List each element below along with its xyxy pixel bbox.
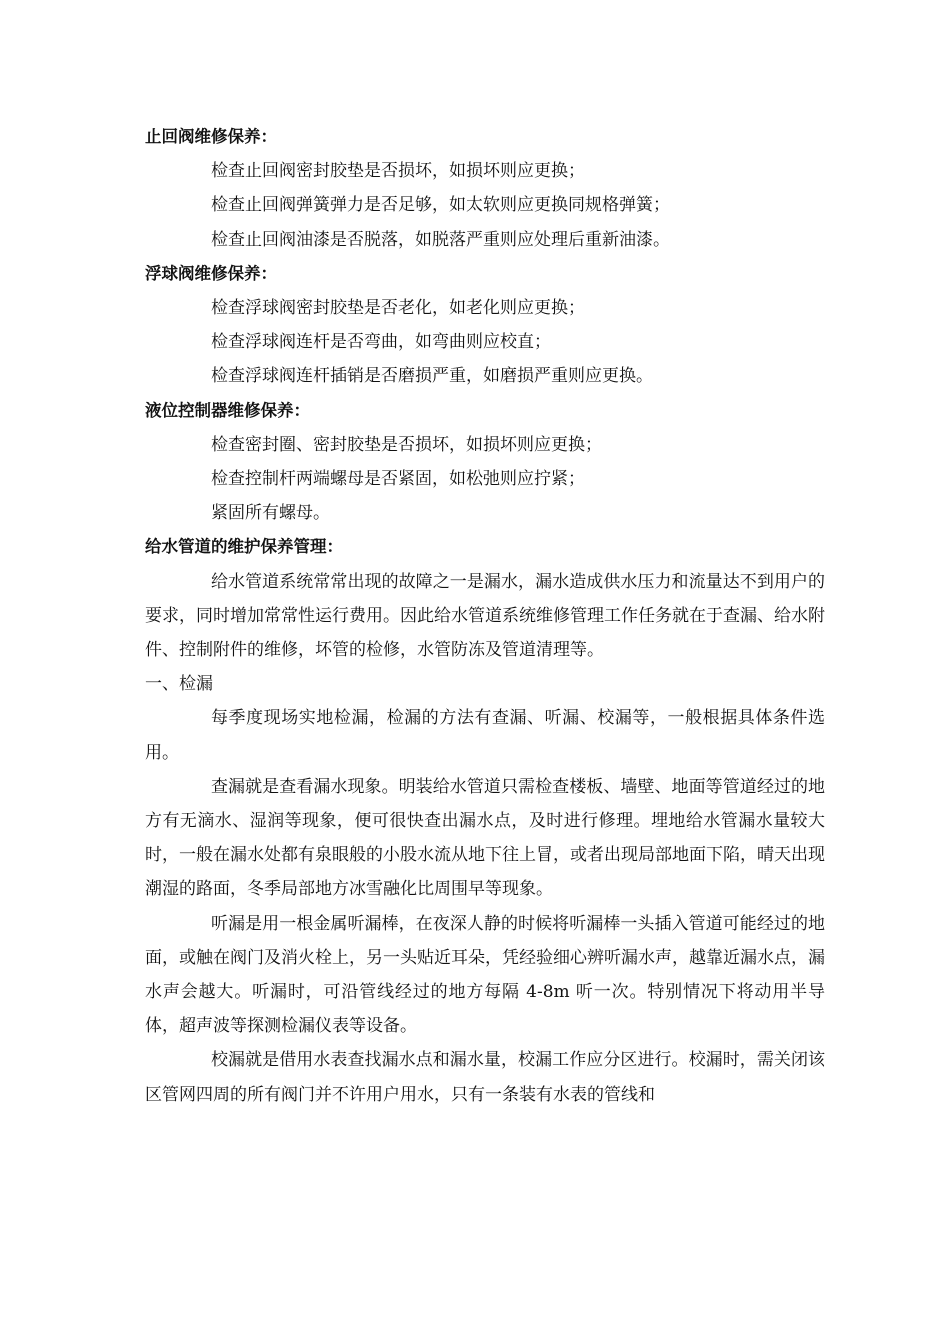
- leak-detection-subheading: 一、检漏: [145, 674, 213, 695]
- document-page: [145, 120, 825, 1112]
- float-valve-item-2: 检查浮球阀连杆是否弯曲，如弯曲则应校直；: [211, 332, 551, 353]
- check-valve-item-2: 检查止回阀弹簧弹力是否足够，如太软则应更换同规格弹簧；: [211, 195, 670, 216]
- check-valve-heading: 止回阀维修保养：: [145, 127, 277, 146]
- level-controller-item-3: 紧固所有螺母。: [211, 503, 330, 524]
- float-valve-item-1: 检查浮球阀密封胶垫是否老化，如老化则应更换；: [211, 298, 585, 319]
- check-valve-item-3: 检查止回阀油漆是否脱落，如脱落严重则应处理后重新油漆。: [211, 229, 670, 250]
- leak-detection-paragraph-2: 查漏就是查看漏水现象。明装给水管道只需检查楼板、墙壁、地面等管道经过的地方有无滴水、湿润等现象，便可很快查出漏水点，及时进行修理。埋地给水管漏水量较大时，一般在漏水处都有泉眼般的小股水流从地下往上冒，或者出现局部地面下陷，晴天出现潮湿的路面，冬季局部地方冰雪融化比周围早等现象。: [145, 776, 825, 900]
- float-valve-heading: 浮球阀维修保养：: [145, 263, 277, 283]
- level-controller-item-1: 检查密封圈、密封胶垫是否损坏，如损坏则应更换；: [211, 434, 602, 455]
- pipeline-heading: 给水管道的维护保养管理：: [145, 537, 343, 557]
- leak-detection-paragraph-1: 每季度现场实地检漏，检漏的方法有查漏、听漏、校漏等，一般根据具体条件选用。: [145, 708, 825, 763]
- leak-detection-paragraph-4: 校漏就是借用水表查找漏水点和漏水量，校漏工作应分区进行。校漏时，需关闭该区管网四周的所有阀门并不许用户用水，只有一条装有水表的管线和: [145, 1050, 825, 1105]
- level-controller-heading: 液位控制器维修保养：: [145, 400, 310, 420]
- level-controller-item-2: 检查控制杆两端螺母是否紧固，如松弛则应拧紧；: [211, 469, 585, 490]
- pipeline-intro-paragraph: 给水管道系统常常出现的故障之一是漏水，漏水造成供水压力和流量达不到用户的要求，同时增加常常性运行费用。因此给水管道系统维修管理工作任务就在于查漏、给水附件、控制附件的维修，坏管的检修，水管防冻及管道清理等。: [145, 571, 825, 661]
- float-valve-item-3: 检查浮球阀连杆插销是否磨损严重，如磨损严重则应更换。: [211, 366, 653, 387]
- check-valve-item-1: 检查止回阀密封胶垫是否损坏，如损坏则应更换；: [211, 161, 585, 182]
- leak-detection-paragraph-3: 听漏是用一根金属听漏棒，在夜深人静的时候将听漏棒一头插入管道可能经过的地面，或触在阀门及消火栓上，另一头贴近耳朵，凭经验细心辨听漏水声，越靠近漏水点，漏水声会越大。听漏时，可沿管线经过的地方每隔 4-8m 听一次。特别情况下将动用半导体，超声波等探测检漏仪表等设备。: [145, 913, 825, 1037]
